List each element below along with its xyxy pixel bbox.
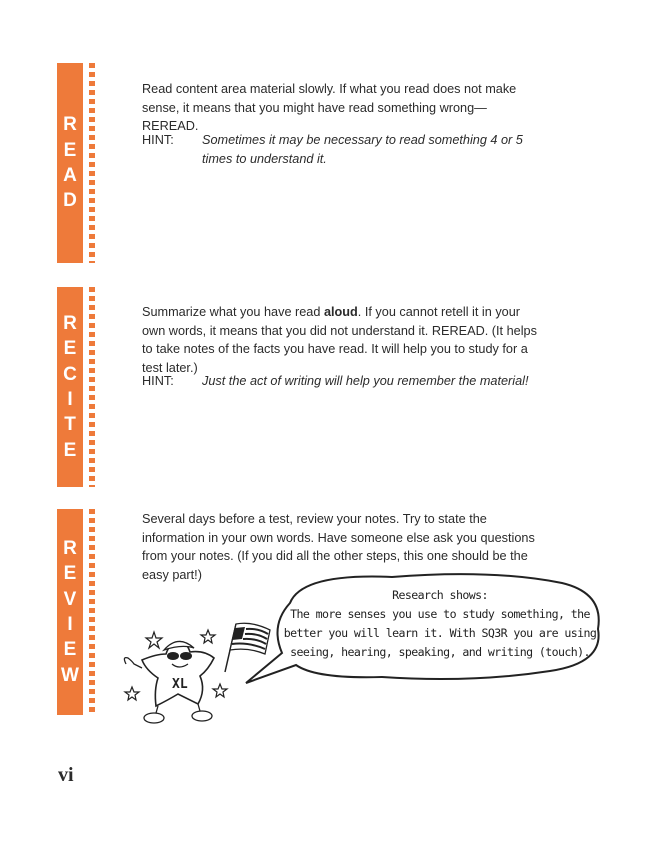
tab-letter: A bbox=[63, 165, 77, 186]
tab-letter: I bbox=[67, 389, 73, 410]
bubble-line: better you will learn it. With SQ3R you are using bbox=[283, 626, 597, 640]
hint-text: Sometimes it may be necessary to read something 4 or 5 times to understand it. bbox=[202, 133, 523, 166]
recite-dotted-border bbox=[89, 287, 95, 487]
tab-letter: C bbox=[63, 363, 77, 385]
recite-bold-word: aloud bbox=[323, 305, 358, 319]
tab-letter: E bbox=[63, 639, 77, 661]
tab-letter: R bbox=[63, 312, 77, 334]
recite-side-tab bbox=[57, 287, 83, 487]
hint-label: HINT: bbox=[142, 374, 174, 388]
tab-letter: W bbox=[61, 664, 79, 686]
hint-label: HINT: bbox=[142, 133, 174, 147]
tab-letter: D bbox=[63, 190, 77, 212]
review-side-tab bbox=[57, 509, 83, 715]
tab-letter: I bbox=[67, 614, 73, 635]
tab-letter: E bbox=[63, 563, 77, 585]
tab-letter: E bbox=[63, 439, 77, 461]
bubble-line: seeing, hearing, speaking, and writing (touch). bbox=[290, 645, 590, 659]
read-side-tab bbox=[57, 63, 83, 263]
recite-text-after: . If you cannot retell it in your own words, it means that you did not understand it. REREAD. (It helps to take notes of the facts you have read. It will help you to study for a test later.) bbox=[142, 305, 537, 375]
read-dotted-border bbox=[89, 63, 95, 263]
small-star-icon bbox=[125, 687, 139, 700]
tab-letter: V bbox=[63, 588, 77, 610]
recite-text-before: Summarize what you have read bbox=[142, 305, 324, 319]
hint-text: Just the act of writing will help you remember the material! bbox=[202, 374, 529, 388]
tab-letter: T bbox=[64, 414, 76, 436]
read-paragraph: Read content area material slowly. If what you read does not make sense, it means that you might have read something wrong—REREAD. bbox=[142, 82, 517, 134]
small-star-icon bbox=[213, 684, 227, 697]
review-paragraph: Several days before a test, review your notes. Try to state the information in your own words. Have someone else ask you questions from your notes. (If you did all the other steps, this one should be the easy part!) bbox=[142, 512, 535, 582]
speech-bubble-text bbox=[282, 586, 598, 662]
tab-letter: R bbox=[63, 114, 77, 136]
tab-letter: R bbox=[63, 537, 77, 559]
small-star-icon bbox=[201, 630, 215, 643]
recite-paragraph bbox=[142, 303, 542, 377]
bubble-line: Research shows: bbox=[392, 588, 488, 602]
review-dotted-border bbox=[89, 509, 95, 715]
page-number: vi bbox=[58, 764, 74, 786]
tab-letter: E bbox=[63, 338, 77, 360]
bubble-line: The more senses you use to study something, the bbox=[290, 607, 590, 621]
mascot-letters: XL bbox=[172, 677, 188, 692]
tab-letter: E bbox=[63, 139, 77, 161]
small-star-icon bbox=[146, 632, 162, 648]
